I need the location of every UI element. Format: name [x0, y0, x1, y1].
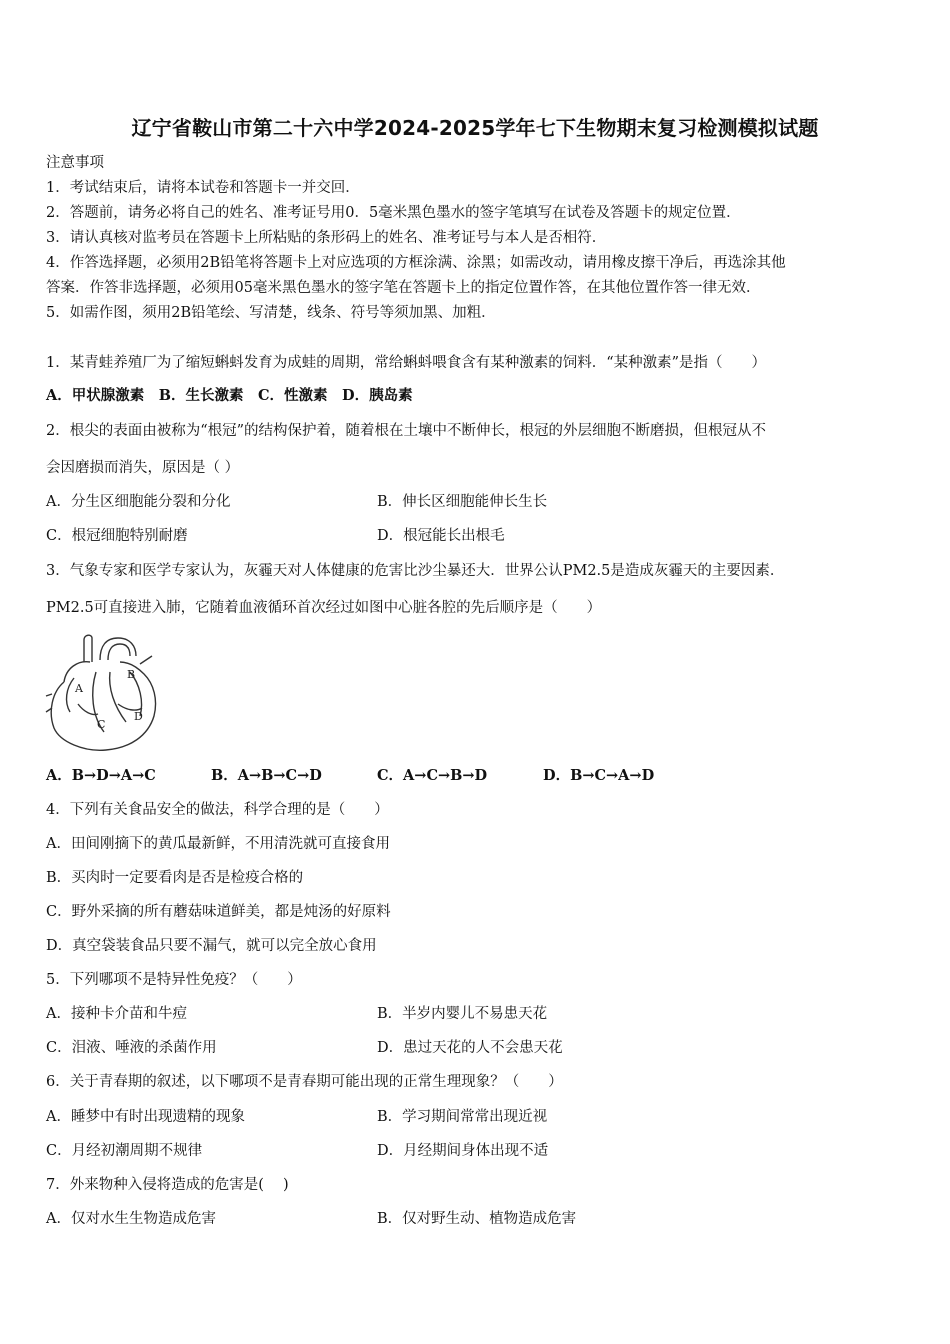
question-1-options: A．甲状腺激素 B．生长激素 C．性激素 D．胰岛素: [46, 387, 413, 404]
question-4-option-b: B．买肉时一定要看肉是否是检疫合格的: [46, 870, 304, 886]
notice-item: 2．答题前，请务必将自己的姓名、准考证号用0．5毫米黑色墨水的签字笔填写在试卷及答题卡的规定位置．: [46, 205, 741, 221]
question-3-option-b: B．A→B→C→D: [211, 767, 322, 784]
question-5-option-a: A．接种卡介苗和牛痘: [46, 1006, 187, 1022]
question-4-option-d: D．真空袋装食品只要不漏气，就可以完全放心食用: [46, 938, 377, 954]
question-2-option-b: B．伸长区细胞能伸长生长: [377, 494, 548, 510]
question-2-option-d: D．根冠能长出根毛: [377, 528, 505, 544]
question-2-option-a: A．分生区细胞能分裂和分化: [46, 494, 231, 510]
question-5-option-d: D．患过天花的人不会患天花: [377, 1040, 563, 1056]
question-3-stem-cont: PM2.5可直接进入肺，它随着血液循环首次经过如图中心脏各腔的先后顺序是（ ）: [46, 600, 602, 616]
question-3-option-a: A．B→D→A→C: [46, 767, 156, 784]
notice-heading: 注意事项: [46, 155, 104, 171]
question-5-option-c: C．泪液、唾液的杀菌作用: [46, 1040, 217, 1056]
notice-item: 1．考试结束后，请将本试卷和答题卡一并交回．: [46, 180, 360, 196]
question-3-option-c: C．A→C→B→D: [377, 767, 488, 784]
question-5-stem: 5．下列哪项不是特异性免疫？（ ）: [46, 972, 302, 988]
notice-item: 5．如需作图，须用2B铅笔绘、写清楚，线条、符号等须加黑、加粗．: [46, 305, 496, 321]
question-6-option-d: D．月经期间身体出现不适: [377, 1143, 549, 1159]
notice-item: 3．请认真核对监考员在答题卡上所粘贴的条形码上的姓名、准考证号与本人是否相符．: [46, 230, 607, 246]
question-7-option-a: A．仅对水生生物造成危害: [46, 1211, 216, 1227]
question-7-option-b: B．仅对野生动、植物造成危害: [377, 1211, 577, 1227]
heart-label-c: C: [97, 718, 106, 731]
question-2-stem-cont: 会因磨损而消失，原因是（ ）: [46, 460, 240, 476]
question-4-option-a: A．田间刚摘下的黄瓜最新鲜，不用清洗就可直接食用: [46, 836, 390, 852]
question-3-stem: 3．气象专家和医学专家认为，灰霾天对人体健康的危害比沙尘暴还大．世界公认PM2.5是造成灰霾天的主要因素．: [46, 563, 785, 579]
question-6-option-c: C．月经初潮周期不规律: [46, 1143, 203, 1159]
heart-label-b: B: [127, 668, 136, 681]
question-5-option-b: B．半岁内婴儿不易患天花: [377, 1006, 548, 1022]
notice-item: 答案．作答非选择题，必须用05毫米黑色墨水的签字笔在答题卡上的指定位置作答，在其他位置作答一律无效．: [46, 280, 761, 296]
heart-label-d: D: [134, 710, 143, 723]
heart-label-a: A: [75, 682, 83, 695]
notice-item: 4．作答选择题，必须用2B铅笔将答题卡上对应选项的方框涂满、涂黑；如需改动，请用橡皮擦干净后，再选涂其他: [46, 255, 786, 271]
question-4-option-c: C．野外采摘的所有蘑菇味道鲜美，都是炖汤的好原料: [46, 904, 391, 920]
question-7-stem: 7．外来物种入侵将造成的危害是( ): [46, 1177, 289, 1193]
question-3-option-d: D．B→C→A→D: [543, 767, 655, 784]
heart-diagram: [44, 632, 160, 756]
question-6-stem: 6．关于青春期的叙述，以下哪项不是青春期可能出现的正常生理现象？（ ）: [46, 1074, 563, 1090]
question-2-stem: 2．根尖的表面由被称为“根冠”的结构保护着，随着根在土壤中不断伸长，根冠的外层细胞不断磨损，但根冠从不: [46, 423, 767, 439]
question-2-option-c: C．根冠细胞特别耐磨: [46, 528, 188, 544]
question-1-stem: 1．某青蛙养殖厂为了缩短蝌蚪发育为成蛙的周期，常给蝌蚪喂食含有某种激素的饲料．“某种激素”是指（ ）: [46, 355, 767, 371]
question-6-option-b: B．学习期间常常出现近视: [377, 1109, 548, 1125]
question-4-stem: 4．下列有关食品安全的做法，科学合理的是（ ）: [46, 802, 389, 818]
question-6-option-a: A．睡梦中有时出现遗精的现象: [46, 1109, 245, 1125]
page-title: 辽宁省鞍山市第二十六中学2024-2025学年七下生物期末复习检测模拟试题: [131, 116, 819, 140]
